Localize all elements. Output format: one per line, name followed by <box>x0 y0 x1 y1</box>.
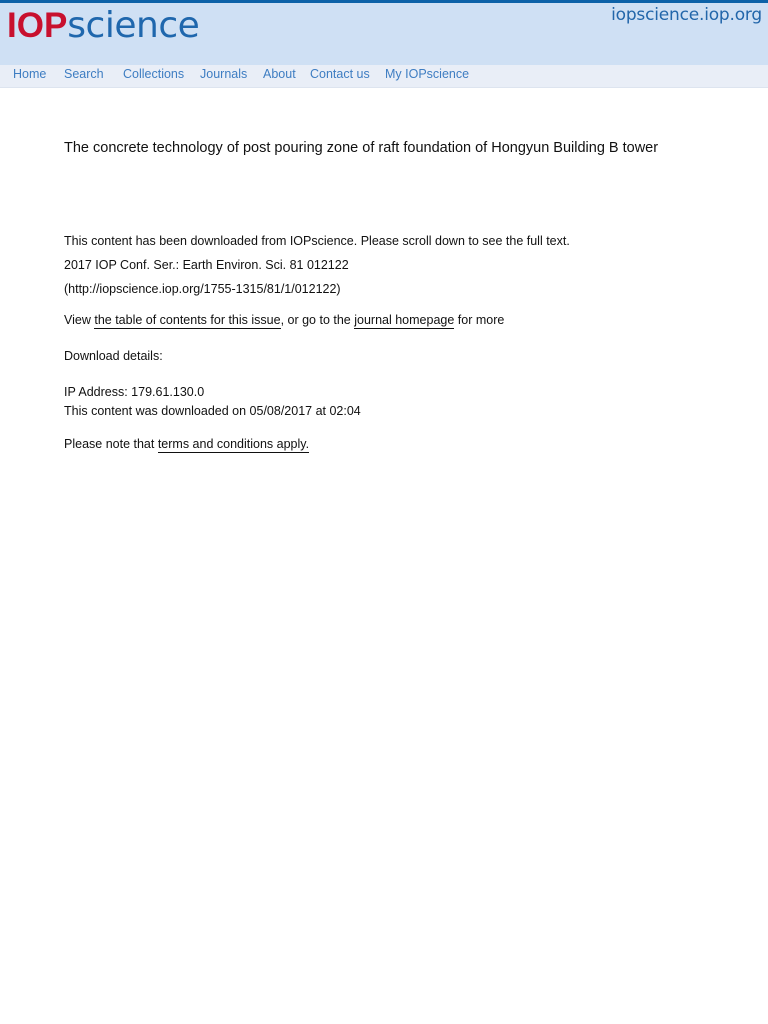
site-header <box>0 3 768 65</box>
terms-note-line <box>64 436 309 452</box>
main-nav <box>0 65 768 88</box>
nav-my-iopscience[interactable]: My IOPscience <box>385 67 470 81</box>
download-notice: This content has been downloaded from IOPscience. Please scroll down to see the full text. <box>64 234 570 248</box>
toc-link[interactable]: the table of contents for this issue <box>94 313 281 327</box>
download-details-label: Download details: <box>64 349 163 363</box>
note-prefix: Please note that <box>64 437 158 451</box>
view-middle: , or go to the <box>280 313 355 327</box>
downloaded-on: This content was downloaded on 05/08/2017 at 02:04 <box>64 404 361 418</box>
nav-home[interactable]: Home <box>13 67 47 81</box>
view-suffix: for more <box>454 313 505 327</box>
iopscience-logo[interactable] <box>7 3 199 49</box>
doi-url: (http://iopscience.iop.org/1755-1315/81/1/012122) <box>64 282 341 296</box>
view-links-line <box>64 312 504 328</box>
nav-about[interactable]: About <box>263 67 296 81</box>
article-title: The concrete technology of post pouring zone of raft foundation of Hongyun Building B tower <box>64 140 659 156</box>
ip-address: IP Address: 179.61.130.0 <box>64 385 205 399</box>
nav-collections[interactable]: Collections <box>123 67 185 81</box>
site-url[interactable]: iopscience.iop.org <box>611 5 762 25</box>
logo-iop-text: IOP <box>7 6 68 45</box>
nav-journals[interactable]: Journals <box>200 67 248 81</box>
logo-science-text: science <box>67 5 200 46</box>
terms-link[interactable]: terms and conditions apply. <box>157 437 310 451</box>
journal-homepage-link[interactable]: journal homepage <box>354 313 455 327</box>
citation: 2017 IOP Conf. Ser.: Earth Environ. Sci. 81 012122 <box>64 258 349 272</box>
nav-contact-us[interactable]: Contact us <box>310 67 370 81</box>
nav-search[interactable]: Search <box>64 67 104 81</box>
view-prefix: View <box>64 313 95 327</box>
